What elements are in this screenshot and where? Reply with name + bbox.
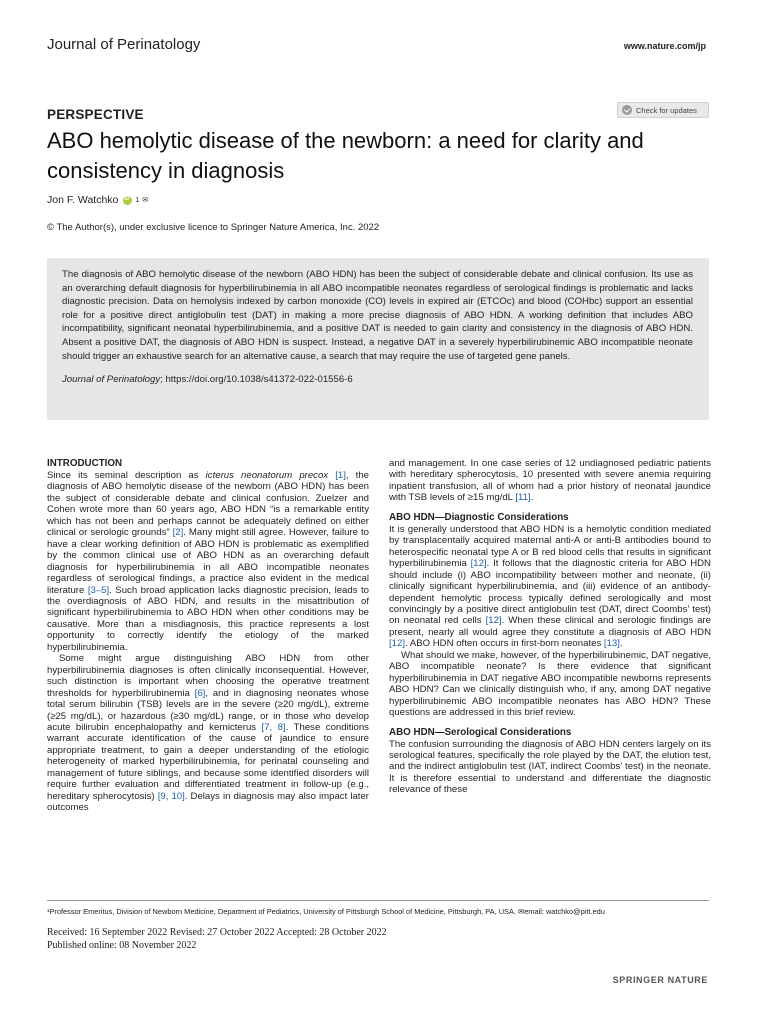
abstract-text: The diagnosis of ABO hemolytic disease of the newborn (ABO HDN) has been the subject of considerable debate and clinical confusion. Its use as an overarching default diagnosis for hyperbilirubinemia in all ABO incompatible neonates regardless of serological findings is problematic and lacks diagnostic precision. Data on hemolysis indexed by carbon monoxide (CO) levels in expired air (ETCOc) and blood (COHbc) support an essential role for a positive direct antiglobulin test (DAT) in making a more precise diagnosis of ABO HDN. A working definition that includes ABO incompatibility, significant neonatal hyperbilirubinemia, and a positive DAT is needed to gain clarity and consistency in the diagnosis of ABO HDN. Absent a positive DAT, the diagnosis of ABO HDN is suspect. Instead, a negative DAT in a severely hyperbilirubinemic ABO incompatible neonate should trigger an exhaustive search for an alternative cause, a search that may require the use of targeted gene panels. xyxy=(62,269,693,362)
footnote-divider xyxy=(47,900,709,901)
published-date: Published online: 08 November 2022 xyxy=(47,939,197,951)
section-heading-introduction: INTRODUCTION xyxy=(47,458,123,469)
journal-name: Journal of Perinatology xyxy=(47,36,201,53)
article-type-label: PERSPECTIVE xyxy=(47,107,144,122)
reference-link[interactable]: [13] xyxy=(603,638,620,650)
journal-url-link[interactable]: www.nature.com/jp xyxy=(623,41,706,51)
body-column-left xyxy=(47,458,369,814)
reference-link[interactable]: [1] xyxy=(335,470,346,481)
orcid-icon[interactable] xyxy=(123,196,132,205)
author-affiliation-mark: 1 xyxy=(135,196,140,204)
check-updates-label: Check for updates xyxy=(636,105,697,115)
reference-link[interactable]: [2] xyxy=(172,527,184,539)
author-line xyxy=(47,194,148,206)
paragraph: Some might argue distinguishing ABO HDN from other hyperbilirubinemia diagnoses is often clinically inconsequential. However, such distinction is important when choosing the operative treatment thresholds for hyperbilirubinemia [6], and in diagnosing neonates whose total serum bilirubin (TSB) levels are in the severe (≥20 mg/dL), extreme (≥25 mg/dL), or hazardous (≥30 mg/dL) range, or in those who develop acute bilirubin encephalopathy and kernicterus [7, 8]. These conditions warrant accurate identification of the cause of jaundice to ensure appropriate treatment, to gain a deeper understanding of the etiologic heterogeneity of marked hyperbilirubinemia, for perinatal counseling and management of future siblings, and because some identified disorders will require further evaluation and differentiated treatment in follow-up (e.g., hereditary spherocytosis) [9, 10]. Delays in diagnosis may also impact later outcomes xyxy=(47,653,370,814)
springer-nature-logo: SPRINGER NATURE xyxy=(612,975,708,985)
reference-link[interactable]: [12] xyxy=(389,638,406,650)
section-heading-serological: ABO HDN—Serological Considerations xyxy=(389,726,572,738)
check-for-updates-button[interactable] xyxy=(617,102,709,118)
paragraph: What should we make, however, of the hyperbilirubinemic, DAT negative, ABO incompatible neonate? Is there evidence that significant hyperbilirubinemia in DAT negative ABO incompatible newborns represents ABO HDN? Can we clinically distinguish who, if any, among DAT negative hyperbilirubinemic ABO incompatible neonates has ABO HDN? These questions are addressed in this brief review. xyxy=(389,649,711,719)
paragraph: It is generally understood that ABO HDN is a hemolytic condition mediated by transplacentally acquired maternal anti-A or anti-B antibodies bound to heterospecific neonatal type A or B red blood cells that results in significant hyperbilirubinemia [12]. It follows that the diagnostic criteria for ABO HDN should include (i) ABO incompatibility between mother and neonate, (ii) clinically significant hyperbilirubinemia, and (iii) evidence of an antibody-dependent hemolytic process typically defined serologically and most convincingly by a positive direct antiglobulin test (DAT, direct Coombs’ test) on neonatal red cells [12]. When these clinical and serologic findings are present, nearly all would agree they constitute a diagnosis of ABO HDN [12]. ABO HDN often occurs in first-born neonates [13]. xyxy=(389,523,712,650)
paragraph: The confusion surrounding the diagnosis of ABO HDN centers largely on its serological features, specifically the role played by the DAT, the elution test, and the indirect antiglobulin test (IAT, indirect Coombs’ test) in the neonate. It is therefore essential to understand and differentiate the diagnostic relevance of these xyxy=(389,738,711,796)
check-updates-icon xyxy=(622,105,632,115)
section-heading-diagnostic: ABO HDN—Diagnostic Considerations xyxy=(389,511,569,523)
affiliation-footnote: ¹Professor Emeritus, Division of Newborn Medicine, Department of Pediatrics, University of Pittsburgh School of Medicine, Pittsburgh, PA, USA. ✉email: watchko@pitt.edu xyxy=(47,907,605,916)
reference-link[interactable]: [6] xyxy=(194,687,206,699)
email-icon[interactable]: ✉ xyxy=(142,197,149,204)
reference-link[interactable]: [9, 10] xyxy=(157,790,185,802)
citation-doi-link[interactable]: ; https://doi.org/10.1038/s41372-022-01556-6 xyxy=(160,374,353,386)
reference-link[interactable]: [7, 8] xyxy=(261,721,286,733)
article-title: ABO hemolytic disease of the newborn: a need for clarity and consistency in diagnosis xyxy=(47,128,644,183)
copyright-notice: © The Author(s), under exclusive licence to Springer Nature America, Inc. 2022 xyxy=(47,222,380,233)
reference-link[interactable]: [12] xyxy=(485,615,502,627)
received-dates: Received: 16 September 2022 Revised: 27 October 2022 Accepted: 28 October 2022 xyxy=(47,927,387,938)
reference-link[interactable]: [3–5] xyxy=(87,584,110,596)
paragraph: and management. In one case series of 12 undiagnosed pediatric patients with hereditary spherocytosis, 10 presented with severe anemia requiring inpatient transfusion, all of whom had a prior history of neonatal jaundice with TSB levels of ≥15 mg/dL [11]. xyxy=(389,458,711,504)
publication-dates xyxy=(47,927,387,952)
reference-link[interactable]: [11] xyxy=(515,492,531,504)
author-name[interactable]: Jon F. Watchko xyxy=(47,194,119,206)
citation-line xyxy=(62,373,693,387)
abstract-box xyxy=(47,258,709,420)
reference-link[interactable]: [12] xyxy=(470,558,487,570)
citation-journal: Journal of Perinatology xyxy=(62,374,161,386)
paragraph: Since its seminal description as icterus neonatorum precox [1], the diagnosis of ABO hemolytic disease of the newborn (ABO HDN) has been the subject of considerable debate and clinical confusion. Zuelzer and Cohen wrote more than 60 years ago, ABO HDN “is a remarkable entity which has not been and perhaps cannot be adequately defined on either clinical or serologic grounds” [2]. Many might still agree. However, failure to have a clear working definition of ABO HDN is problematic as exemplified by the common clinical use of ABO HDN as an overarching default diagnosis for hyperbilirubinemia in all ABO incompatible neonates regardless of serological findings, a practice also evident in the medical literature [3–5]. Such broad application lacks diagnostic precision, leads to the overdiagnosis of ABO HDN, and results in the misattribution of significant hyperbilirubinemia to ABO HDN when other conditions may be causative. More than a misdiagnosis, this practice represents a lost opportunity to correctly identify the etiology of the marked hyperbilirubinemia. xyxy=(47,470,370,653)
body-column-right xyxy=(389,458,711,796)
